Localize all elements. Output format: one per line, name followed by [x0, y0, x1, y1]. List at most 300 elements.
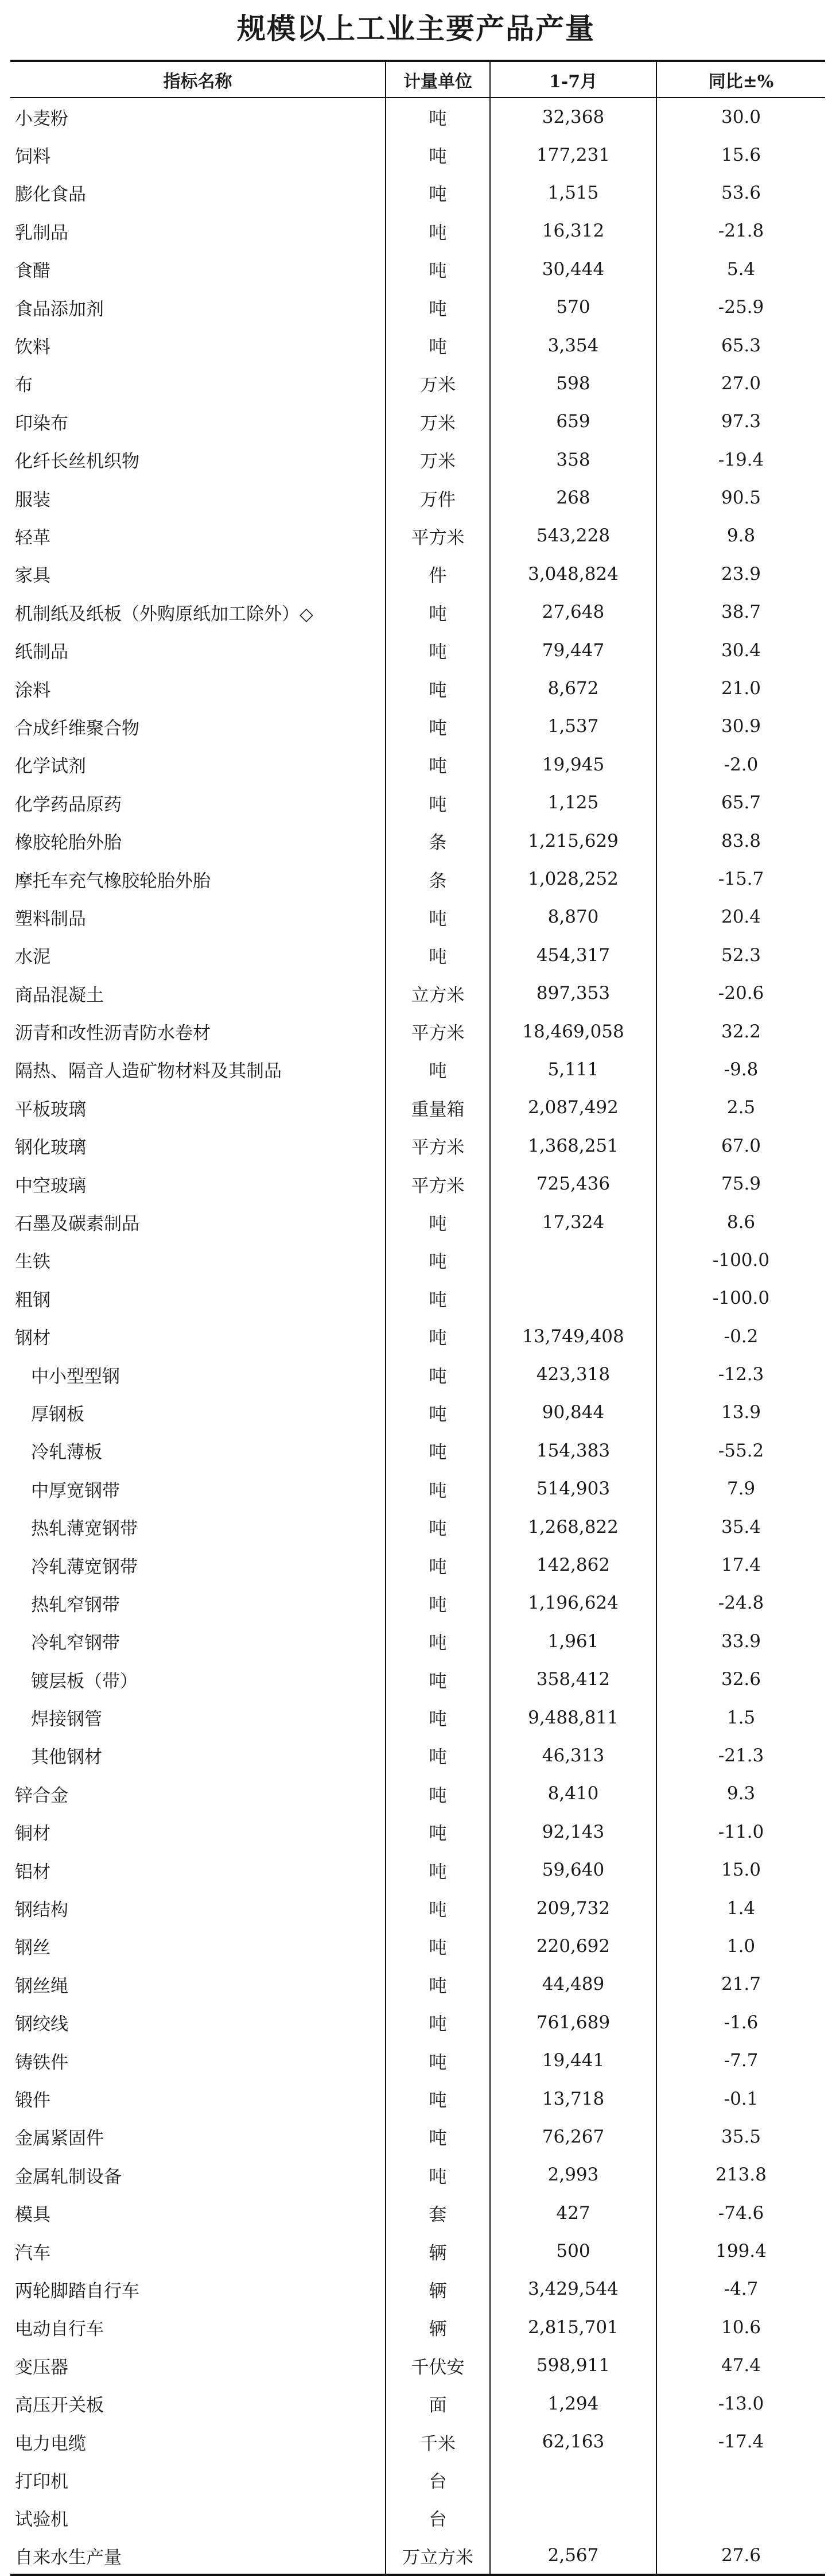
cell-indicator-name: 食醋 [15, 261, 50, 282]
table-row [10, 1508, 825, 1545]
cell-unit: 吨 [386, 1546, 490, 1584]
header-row [10, 61, 825, 98]
cell-indicator-name: 汽车 [15, 2242, 50, 2264]
cell-indicator-name: 服装 [15, 489, 50, 510]
table-row [10, 2346, 825, 2384]
cell-unit: 吨 [386, 1698, 490, 1736]
cell-period-value: 8,410 [490, 1775, 656, 1812]
cell-indicator-name: 高压开关板 [15, 2395, 104, 2416]
cell-yoy-change: 17.4 [656, 1546, 825, 1584]
cell-period-value [490, 1279, 656, 1317]
cell-period-value: 268 [490, 479, 656, 517]
cell-period-value [490, 2499, 656, 2537]
cell-yoy-change: 20.4 [656, 898, 825, 936]
table-row [10, 174, 825, 212]
cell-unit: 吨 [386, 135, 490, 173]
table-row [10, 1318, 825, 1355]
cell-indicator-name: 化学试剂 [15, 756, 86, 777]
table-row [10, 1279, 825, 1317]
cell-indicator-name: 摩托车充气橡胶轮胎外胎 [15, 870, 211, 892]
cell-period-value: 2,567 [490, 2537, 656, 2575]
table-row [10, 2194, 825, 2232]
cell-period-value: 427 [490, 2194, 656, 2232]
cell-period-value: 18,469,058 [490, 1012, 656, 1050]
cell-indicator-name: 铝材 [15, 1861, 50, 1882]
table-row [10, 1813, 825, 1851]
cell-period-value: 1,268,822 [490, 1508, 656, 1545]
table-row [10, 517, 825, 555]
table-row [10, 98, 825, 135]
cell-unit: 平方米 [386, 517, 490, 555]
table-row [10, 2118, 825, 2156]
cell-period-value: 220,692 [490, 1927, 656, 1965]
cell-indicator-name: 厚钢板 [31, 1404, 84, 1425]
cell-indicator-name: 电动自行车 [15, 2319, 104, 2340]
table-row [10, 326, 825, 364]
header-period-value: 1-7月 [490, 61, 656, 98]
table-row [10, 1432, 825, 1470]
header-unit: 计量单位 [386, 61, 490, 98]
cell-yoy-change: 8.6 [656, 1203, 825, 1241]
cell-yoy-change: 35.4 [656, 1508, 825, 1545]
cell-indicator-name: 印染布 [15, 413, 68, 434]
cell-unit: 万米 [386, 441, 490, 479]
cell-yoy-change: -0.1 [656, 2079, 825, 2117]
cell-indicator-name: 商品混凝土 [15, 985, 104, 1006]
table-row [10, 974, 825, 1012]
table-row [10, 2384, 825, 2422]
cell-period-value: 90,844 [490, 1393, 656, 1431]
table-row [10, 1965, 825, 2003]
cell-period-value: 46,313 [490, 1737, 656, 1775]
table-row [10, 860, 825, 898]
table-row [10, 822, 825, 859]
table-row [10, 2308, 825, 2346]
table-row [10, 669, 825, 707]
cell-indicator-name: 变压器 [15, 2357, 68, 2378]
table-row [10, 1546, 825, 1584]
cell-indicator-name: 合成纤维聚合物 [15, 718, 139, 739]
cell-yoy-change [656, 2499, 825, 2537]
cell-indicator-name: 化学药品原药 [15, 794, 122, 815]
cell-unit: 万件 [386, 479, 490, 517]
cell-unit: 吨 [386, 1432, 490, 1470]
cell-unit: 吨 [386, 1318, 490, 1355]
cell-unit: 吨 [386, 1737, 490, 1775]
cell-yoy-change: 23.9 [656, 555, 825, 593]
cell-indicator-name: 电力电缆 [15, 2433, 86, 2454]
cell-indicator-name: 中空玻璃 [15, 1175, 86, 1196]
table-row [10, 135, 825, 173]
cell-indicator-name: 热轧窄钢带 [31, 1594, 120, 1616]
cell-period-value: 1,515 [490, 174, 656, 212]
cell-indicator-name: 塑料制品 [15, 908, 86, 929]
table-row [10, 1165, 825, 1203]
cell-yoy-change: 67.0 [656, 1127, 825, 1165]
cell-period-value: 62,163 [490, 2423, 656, 2461]
cell-indicator-name: 中厚宽钢带 [31, 1480, 120, 1501]
cell-yoy-change: 32.2 [656, 1012, 825, 1050]
cell-unit: 吨 [386, 1622, 490, 1660]
table-row [10, 2156, 825, 2194]
cell-indicator-name: 家具 [15, 565, 50, 587]
cell-period-value: 177,231 [490, 135, 656, 173]
table-row [10, 898, 825, 936]
table-row [10, 1355, 825, 1393]
cell-yoy-change: -55.2 [656, 1432, 825, 1470]
cell-period-value: 13,749,408 [490, 1318, 656, 1355]
cell-yoy-change: 90.5 [656, 479, 825, 517]
cell-period-value: 570 [490, 288, 656, 326]
cell-unit: 重量箱 [386, 1088, 490, 1126]
cell-unit: 吨 [386, 288, 490, 326]
cell-yoy-change: -1.6 [656, 2004, 825, 2042]
cell-yoy-change: -4.7 [656, 2270, 825, 2308]
cell-indicator-name: 饮料 [15, 337, 50, 358]
cell-period-value: 2,087,492 [490, 1088, 656, 1126]
cell-period-value: 3,429,544 [490, 2270, 656, 2308]
cell-yoy-change: -20.6 [656, 974, 825, 1012]
cell-indicator-name: 两轮脚踏自行车 [15, 2280, 139, 2302]
cell-unit: 吨 [386, 1889, 490, 1927]
cell-unit: 平方米 [386, 1165, 490, 1203]
cell-yoy-change: 30.0 [656, 98, 825, 135]
cell-period-value: 27,648 [490, 593, 656, 631]
cell-yoy-change: 7.9 [656, 1470, 825, 1508]
cell-period-value: 3,048,824 [490, 555, 656, 593]
cell-unit: 吨 [386, 1203, 490, 1241]
cell-unit: 吨 [386, 1470, 490, 1508]
table-row [10, 212, 825, 250]
cell-yoy-change: 30.4 [656, 631, 825, 669]
table-row [10, 1698, 825, 1736]
cell-indicator-name: 钢丝 [15, 1938, 50, 1959]
cell-period-value: 659 [490, 402, 656, 440]
cell-unit: 万米 [386, 402, 490, 440]
cell-unit: 辆 [386, 2270, 490, 2308]
table-row [10, 1470, 825, 1508]
cell-yoy-change: -7.7 [656, 2042, 825, 2079]
cell-unit: 吨 [386, 2004, 490, 2042]
cell-unit: 件 [386, 555, 490, 593]
cell-period-value: 209,732 [490, 1889, 656, 1927]
cell-yoy-change: -2.0 [656, 746, 825, 784]
cell-indicator-name: 金属紧固件 [15, 2128, 104, 2149]
cell-unit: 吨 [386, 1584, 490, 1622]
cell-yoy-change: 65.3 [656, 326, 825, 364]
table-row [10, 784, 825, 822]
cell-unit: 辆 [386, 2232, 490, 2270]
cell-unit: 条 [386, 860, 490, 898]
cell-unit: 吨 [386, 212, 490, 250]
cell-period-value: 1,125 [490, 784, 656, 822]
cell-period-value: 598 [490, 365, 656, 402]
cell-yoy-change: 21.0 [656, 669, 825, 707]
cell-yoy-change: 1.4 [656, 1889, 825, 1927]
cell-yoy-change: 75.9 [656, 1165, 825, 1203]
cell-period-value: 897,353 [490, 974, 656, 1012]
cell-unit: 吨 [386, 1775, 490, 1812]
cell-indicator-name: 涂料 [15, 680, 50, 701]
cell-yoy-change: 1.5 [656, 1698, 825, 1736]
cell-indicator-name: 纸制品 [15, 642, 68, 663]
stats-table [10, 60, 825, 2576]
cell-unit: 吨 [386, 631, 490, 669]
cell-period-value: 13,718 [490, 2079, 656, 2117]
cell-unit: 条 [386, 822, 490, 859]
cell-period-value: 761,689 [490, 2004, 656, 2042]
cell-period-value: 32,368 [490, 98, 656, 135]
table-row [10, 441, 825, 479]
cell-unit: 吨 [386, 784, 490, 822]
cell-yoy-change: 30.9 [656, 707, 825, 745]
cell-indicator-name: 金属轧制设备 [15, 2166, 122, 2187]
cell-yoy-change: 2.5 [656, 1088, 825, 1126]
cell-indicator-name: 生铁 [15, 1252, 50, 1273]
cell-unit: 平方米 [386, 1127, 490, 1165]
cell-period-value [490, 2461, 656, 2498]
cell-period-value: 1,215,629 [490, 822, 656, 859]
table-row [10, 1851, 825, 1889]
cell-period-value: 1,537 [490, 707, 656, 745]
table-row [10, 593, 825, 631]
table-body [10, 98, 825, 2575]
cell-unit: 吨 [386, 1508, 490, 1545]
table-row [10, 2423, 825, 2461]
cell-unit: 立方米 [386, 974, 490, 1012]
cell-unit: 吨 [386, 746, 490, 784]
cell-period-value: 514,903 [490, 1470, 656, 1508]
cell-indicator-name: 其他钢材 [31, 1747, 102, 1768]
cell-yoy-change: -24.8 [656, 1584, 825, 1622]
cell-indicator-name: 打印机 [15, 2471, 68, 2492]
cell-yoy-change: 15.6 [656, 135, 825, 173]
cell-period-value: 454,317 [490, 936, 656, 974]
cell-unit: 万立方米 [386, 2537, 490, 2575]
table-row [10, 1584, 825, 1622]
table-row [10, 1737, 825, 1775]
cell-indicator-name: 铸铁件 [15, 2052, 68, 2073]
table-row [10, 1889, 825, 1927]
cell-yoy-change: 213.8 [656, 2156, 825, 2194]
cell-indicator-name: 钢材 [15, 1328, 50, 1349]
cell-unit: 吨 [386, 1965, 490, 2003]
cell-period-value: 1,368,251 [490, 1127, 656, 1165]
cell-yoy-change: -13.0 [656, 2384, 825, 2422]
cell-period-value: 9,488,811 [490, 1698, 656, 1736]
cell-unit: 套 [386, 2194, 490, 2232]
cell-indicator-name: 钢化玻璃 [15, 1137, 86, 1159]
cell-indicator-name: 布 [15, 375, 33, 396]
cell-yoy-change: 97.3 [656, 402, 825, 440]
cell-yoy-change: 65.7 [656, 784, 825, 822]
cell-indicator-name: 饲料 [15, 146, 50, 168]
table-row [10, 2042, 825, 2079]
table-row [10, 365, 825, 402]
table-row [10, 1622, 825, 1660]
cell-period-value: 92,143 [490, 1813, 656, 1851]
cell-unit: 吨 [386, 707, 490, 745]
table-row [10, 2537, 825, 2575]
cell-period-value: 1,196,624 [490, 1584, 656, 1622]
cell-unit: 千米 [386, 2423, 490, 2461]
cell-indicator-name: 平板玻璃 [15, 1099, 86, 1120]
cell-unit: 吨 [386, 936, 490, 974]
cell-period-value: 8,870 [490, 898, 656, 936]
cell-yoy-change: -19.4 [656, 441, 825, 479]
cell-period-value: 725,436 [490, 1165, 656, 1203]
cell-unit: 吨 [386, 250, 490, 288]
cell-unit: 台 [386, 2499, 490, 2537]
cell-indicator-name: 热轧薄宽钢带 [31, 1519, 138, 1540]
cell-period-value: 500 [490, 2232, 656, 2270]
cell-indicator-name: 试验机 [15, 2509, 68, 2531]
cell-unit: 辆 [386, 2308, 490, 2346]
table-row [10, 707, 825, 745]
cell-indicator-name: 隔热、隔音人造矿物材料及其制品 [15, 1061, 282, 1082]
cell-yoy-change: -25.9 [656, 288, 825, 326]
cell-yoy-change: -74.6 [656, 2194, 825, 2232]
cell-unit: 面 [386, 2384, 490, 2422]
table-row [10, 2004, 825, 2042]
cell-yoy-change: 47.4 [656, 2346, 825, 2384]
cell-indicator-name: 镀层板（带） [31, 1671, 138, 1692]
cell-yoy-change: 10.6 [656, 2308, 825, 2346]
cell-unit: 吨 [386, 2042, 490, 2079]
cell-period-value [490, 1241, 656, 1279]
cell-indicator-name: 石墨及碳素制品 [15, 1214, 139, 1235]
cell-period-value: 1,961 [490, 1622, 656, 1660]
cell-unit: 千伏安 [386, 2346, 490, 2384]
cell-period-value: 2,993 [490, 2156, 656, 2194]
table-row [10, 936, 825, 974]
table-row [10, 1927, 825, 1965]
header-yoy-change: 同比±% [656, 61, 825, 98]
cell-unit: 吨 [386, 593, 490, 631]
cell-yoy-change: -0.2 [656, 1318, 825, 1355]
cell-indicator-name: 锻件 [15, 2090, 50, 2111]
cell-indicator-name: 钢结构 [15, 1900, 68, 1921]
table-row [10, 288, 825, 326]
table-row [10, 1775, 825, 1812]
cell-yoy-change: 35.5 [656, 2118, 825, 2156]
cell-yoy-change: 27.0 [656, 365, 825, 402]
table-row [10, 2079, 825, 2117]
table-row [10, 746, 825, 784]
table-row [10, 2270, 825, 2308]
cell-unit: 吨 [386, 98, 490, 135]
table-row [10, 2461, 825, 2498]
cell-unit: 吨 [386, 174, 490, 212]
cell-period-value: 358,412 [490, 1660, 656, 1698]
cell-unit: 吨 [386, 898, 490, 936]
cell-yoy-change: -21.3 [656, 1737, 825, 1775]
cell-period-value: 1,294 [490, 2384, 656, 2422]
cell-period-value: 358 [490, 441, 656, 479]
cell-yoy-change: 5.4 [656, 250, 825, 288]
cell-unit: 吨 [386, 1241, 490, 1279]
cell-period-value: 19,945 [490, 746, 656, 784]
cell-yoy-change: -100.0 [656, 1279, 825, 1317]
cell-period-value: 16,312 [490, 212, 656, 250]
cell-unit: 台 [386, 2461, 490, 2498]
cell-yoy-change: -12.3 [656, 1355, 825, 1393]
table-row [10, 1241, 825, 1279]
cell-indicator-name: 化纤长丝机织物 [15, 451, 139, 472]
cell-yoy-change: -100.0 [656, 1241, 825, 1279]
cell-period-value: 19,441 [490, 2042, 656, 2079]
cell-unit: 平方米 [386, 1012, 490, 1050]
cell-yoy-change: 53.6 [656, 174, 825, 212]
cell-indicator-name: 食品添加剂 [15, 299, 104, 320]
cell-unit: 吨 [386, 1851, 490, 1889]
cell-indicator-name: 冷轧薄宽钢带 [31, 1556, 138, 1578]
cell-yoy-change: 21.7 [656, 1965, 825, 2003]
cell-indicator-name: 中小型型钢 [31, 1366, 120, 1387]
cell-unit: 万米 [386, 365, 490, 402]
cell-indicator-name: 水泥 [15, 947, 50, 968]
cell-yoy-change: 83.8 [656, 822, 825, 859]
cell-yoy-change: 1.0 [656, 1927, 825, 1965]
table-row [10, 479, 825, 517]
cell-period-value: 44,489 [490, 1965, 656, 2003]
table-row [10, 1660, 825, 1698]
cell-yoy-change: 199.4 [656, 2232, 825, 2270]
page-title: 规模以上工业主要产品产量 [237, 11, 595, 45]
cell-unit: 吨 [386, 1279, 490, 1317]
cell-period-value: 79,447 [490, 631, 656, 669]
cell-unit: 吨 [386, 2079, 490, 2117]
cell-yoy-change: -15.7 [656, 860, 825, 898]
table-row [10, 1012, 825, 1050]
cell-indicator-name: 钢绞线 [15, 2014, 68, 2035]
cell-period-value: 543,228 [490, 517, 656, 555]
cell-yoy-change [656, 2461, 825, 2498]
cell-unit: 吨 [386, 2118, 490, 2156]
cell-yoy-change: 9.8 [656, 517, 825, 555]
cell-period-value: 2,815,701 [490, 2308, 656, 2346]
cell-indicator-name: 橡胶轮胎外胎 [15, 832, 122, 854]
cell-indicator-name: 膨化食品 [15, 184, 86, 206]
cell-period-value: 76,267 [490, 2118, 656, 2156]
table-row [10, 1203, 825, 1241]
cell-indicator-name: 沥青和改性沥青防水卷材 [15, 1023, 211, 1044]
table-row [10, 1051, 825, 1088]
cell-period-value: 59,640 [490, 1851, 656, 1889]
cell-indicator-name: 小麦粉 [15, 109, 68, 130]
cell-indicator-name: 锌合金 [15, 1785, 68, 1806]
cell-yoy-change: -17.4 [656, 2423, 825, 2461]
cell-unit: 吨 [386, 1355, 490, 1393]
cell-unit: 吨 [386, 1393, 490, 1431]
cell-indicator-name: 冷轧窄钢带 [31, 1633, 120, 1654]
table-row [10, 631, 825, 669]
cell-indicator-name: 自来水生产量 [10, 2537, 386, 2575]
cell-unit: 吨 [386, 1051, 490, 1088]
cell-yoy-change: 15.0 [656, 1851, 825, 1889]
cell-unit: 吨 [386, 1660, 490, 1698]
cell-unit: 吨 [386, 1927, 490, 1965]
cell-yoy-change: 13.9 [656, 1393, 825, 1431]
cell-yoy-change: 33.9 [656, 1622, 825, 1660]
table-row [10, 2499, 825, 2537]
cell-indicator-name: 轻革 [15, 527, 50, 548]
table-row [10, 1393, 825, 1431]
cell-indicator-name: 铜材 [15, 1823, 50, 1845]
cell-period-value: 423,318 [490, 1355, 656, 1393]
cell-indicator-name: 乳制品 [15, 222, 68, 243]
cell-indicator-name: 钢丝绳 [15, 1975, 68, 1997]
